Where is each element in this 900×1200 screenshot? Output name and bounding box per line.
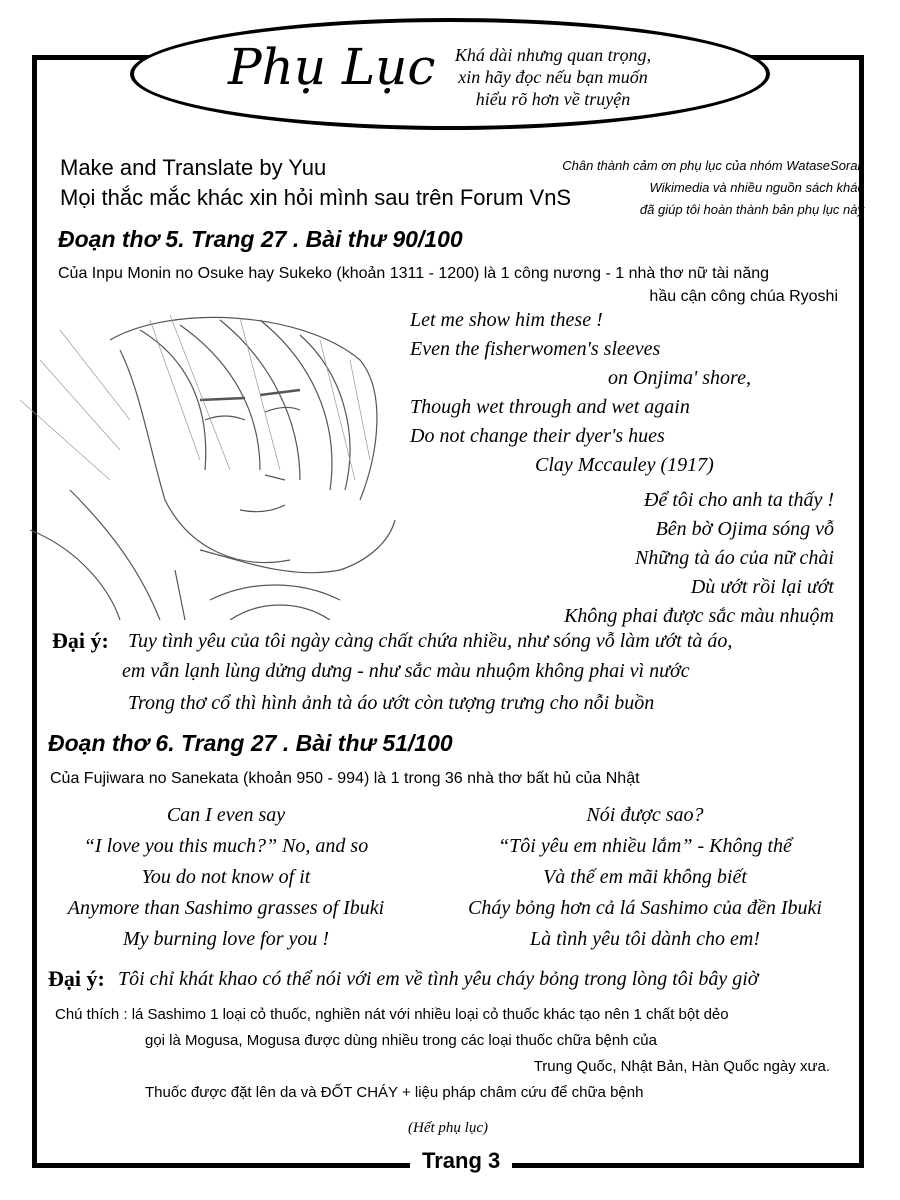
- thanks-note: [562, 155, 864, 221]
- poem-line: “Tôi yêu em nhiều lắm” - Không thể: [498, 835, 792, 857]
- section5-meaning: Tuy tình yêu của tôi ngày càng chất chứa nhiều, như sóng vỗ làm ướt tà áo,: [128, 630, 733, 652]
- section6-author: Của Fujiwara no Sanekata (khoản 950 - 994) là 1 trong 36 nhà thơ bất hủ của Nhật: [50, 770, 640, 787]
- credit-translator: Make and Translate by Yuu: [60, 155, 327, 180]
- section5-meaning: Trong thơ cổ thì hình ảnh tà áo ướt còn tượng trưng cho nỗi buồn: [128, 692, 655, 714]
- section5-meaning-label: Đại ý:: [52, 628, 109, 653]
- subtitle-line: Khá dài nhưng quan trọng,: [454, 45, 652, 65]
- footnote-line: gọi là Mogusa, Mogusa được dùng nhiều trong các loại thuốc chữa bệnh của: [145, 1032, 657, 1049]
- section5-poem-vietnamese: [564, 486, 834, 631]
- page-title: Phụ Lục: [228, 38, 436, 96]
- poem-line: Can I even say: [166, 804, 286, 826]
- footnote-line: Chú thích : lá Sashimo 1 loại cỏ thuốc, nghiền nát với nhiều loại cỏ thuốc khác tạo nên 1 chất bột dẻo: [55, 1006, 729, 1023]
- poem-line: Though wet through and wet again: [410, 396, 690, 418]
- poem-attribution: Clay Mccauley (1917): [535, 454, 714, 476]
- page-number: Trang 3: [410, 1148, 512, 1174]
- poem-line: Bên bờ Ojima sóng vỗ: [655, 518, 834, 540]
- poem-line: Là tình yêu tôi dành cho em!: [530, 928, 760, 950]
- subtitle-line: xin hãy đọc nếu bạn muốn: [458, 67, 648, 87]
- section6-meaning: Tôi chỉ khát khao có thể nói với em về tình yêu cháy bỏng trong lòng tôi bây giờ: [118, 968, 759, 990]
- credit-forum: Mọi thắc mắc khác xin hỏi mình sau trên Forum VnS: [60, 185, 572, 210]
- subtitle-line: hiểu rõ hơn về truyện: [475, 89, 631, 109]
- poem-line: Cháy bỏng hơn cả lá Sashimo của đền Ibuki: [468, 897, 822, 919]
- poem-line: Không phai được sắc màu nhuộm: [564, 605, 834, 627]
- poem-line: Và thế em mãi không biết: [543, 866, 747, 888]
- poem-line: Những tà áo của nữ chài: [634, 547, 834, 569]
- poem-line: on Onjima' shore,: [608, 367, 751, 389]
- section5-author: Của Inpu Monin no Osuke hay Sukeko (khoản 1311 - 1200) là 1 công nương - 1 nhà thơ nữ tài năng: [58, 265, 770, 282]
- thanks-line: Wikimedia và nhiều nguồn sách khác: [649, 180, 864, 195]
- section5-meaning: em vẫn lạnh lùng dửng dưng - như sắc màu nhuộm không phai vì nước: [122, 660, 690, 682]
- poem-line: Anymore than Sashimo grasses of Ibuki: [67, 897, 385, 919]
- thanks-line: Chân thành cảm ơn phụ lục của nhóm WataseSorai,: [562, 158, 864, 173]
- section6-poem-english: [40, 800, 412, 955]
- poem-line: You do not know of it: [141, 866, 311, 888]
- end-of-appendix: (Hết phụ lục): [408, 1120, 488, 1136]
- poem-line: Let me show him these !: [410, 309, 603, 331]
- section5-poem-english: [410, 306, 751, 480]
- poem-line: Do not change their dyer's hues: [410, 425, 665, 447]
- section6-meaning-label: Đại ý:: [48, 966, 105, 991]
- section6-poem-vietnamese: [430, 800, 860, 955]
- thanks-line: đã giúp tôi hoàn thành bản phụ lục này: [639, 202, 864, 217]
- page-subtitle: [428, 44, 678, 110]
- footnote-line: Thuốc được đặt lên da và ĐỐT CHÁY + liệu pháp châm cứu để chữa bệnh: [145, 1084, 644, 1101]
- section5-heading: Đoạn thơ 5. Trang 27 . Bài thư 90/100: [58, 226, 463, 252]
- manga-character-illustration: [0, 300, 405, 620]
- footnote-line: Trung Quốc, Nhật Bản, Hàn Quốc ngày xưa.: [533, 1058, 830, 1075]
- section6-heading: Đoạn thơ 6. Trang 27 . Bài thư 51/100: [48, 730, 453, 756]
- poem-line: Để tôi cho anh ta thấy !: [644, 489, 834, 511]
- poem-line: Even the fisherwomen's sleeves: [410, 338, 661, 360]
- poem-line: My burning love for you !: [122, 928, 330, 950]
- poem-line: Dù ướt rồi lại ướt: [690, 576, 834, 598]
- section5-author-2: hầu cận công chúa Ryoshi: [649, 288, 838, 305]
- poem-line: “I love you this much?” No, and so: [83, 835, 369, 857]
- poem-line: Nói được sao?: [586, 804, 704, 826]
